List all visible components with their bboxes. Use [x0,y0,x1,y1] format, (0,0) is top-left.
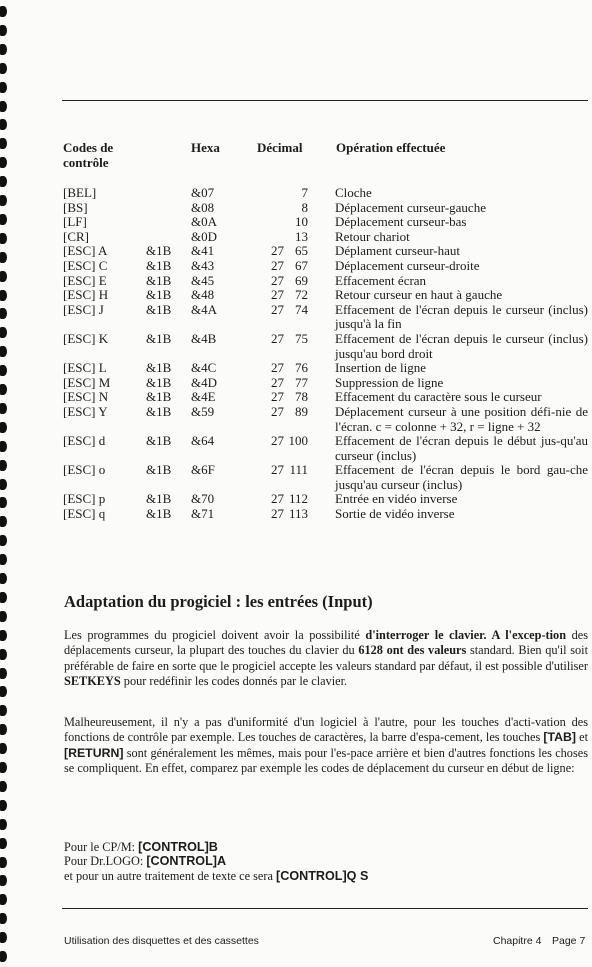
hexa-cell: &41 [191,243,215,259]
binding-hole [0,894,7,905]
hexa-cell: &4C [191,360,217,376]
table-row [63,434,588,463]
table-row [63,405,588,434]
binding-hole [0,422,7,433]
code-line-logo [64,854,368,868]
binding-hole [0,573,7,584]
code-cell: [CR] [63,228,89,244]
code-cell: [ESC] N [63,389,109,405]
code-cell: [ESC] L [63,360,107,376]
table-row [63,376,588,391]
hexa-cell: &48 [191,287,215,303]
binding-hole [0,271,7,282]
decimal-cell: 8 [301,199,308,215]
operation-cell: Suppression de ligne [335,374,444,390]
binding-hole [0,138,7,149]
esc-cell: &1B [146,462,172,478]
decimal-esc-cell: 27 [271,360,284,376]
binding-hole [0,25,7,36]
binding-hole [0,724,7,735]
decimal-esc-cell: 27 [271,243,284,259]
table-row [63,274,588,289]
decimal-cell: 13 [295,228,308,244]
binding-hole [0,119,7,130]
hexa-cell: &4B [191,330,217,346]
code-cell: [BS] [63,199,88,215]
decimal-esc-cell: 27 [271,389,284,405]
binding-hole [0,252,7,263]
decimal-esc-cell: 27 [271,491,284,507]
cursor-codes-list [64,840,368,883]
binding-hole [0,762,7,773]
binding-hole [0,686,7,697]
table-row [63,361,588,376]
binding-hole [0,649,7,660]
binding-hole [0,592,7,603]
binding-hole [0,668,7,679]
binding-hole [0,913,7,924]
decimal-esc-cell: 27 [271,287,284,303]
operation-cell: Entrée en vidéo inverse [335,491,458,507]
operation-cell: Cloche [335,185,372,200]
decimal-cell: 65 [295,243,308,259]
col-header-decimal: Décimal [257,140,303,155]
table-row [63,215,588,230]
code-cell: [ESC] d [63,433,106,449]
bottom-rule [62,908,588,909]
operation-cell: Effacement de l'écran depuis le début jus-qu'au curseur (inclus) [335,433,588,463]
operation-cell: Effacement du caractère sous le curseur [335,389,542,405]
code-line-cpm [64,840,368,854]
binding-hole [0,705,7,716]
binding-hole [0,554,7,565]
hexa-cell: &4A [191,301,217,317]
table-row [63,507,588,522]
binding-hole [0,157,7,168]
hexa-cell: &59 [191,403,215,419]
decimal-cell: 78 [295,389,308,405]
decimal-cell: 113 [288,506,308,522]
hexa-cell: &43 [191,257,215,273]
code-cell: [ESC] J [63,301,104,317]
binding-hole [0,630,7,641]
table-row [63,492,588,507]
decimal-esc-cell: 27 [271,330,284,346]
table-row [63,244,588,259]
binding-hole [0,479,7,490]
paragraph-uniformite [64,715,588,776]
decimal-cell: 89 [295,403,308,419]
binding-hole [0,441,7,452]
decimal-esc-cell: 27 [271,506,284,522]
table-row [63,332,588,361]
decimal-esc-cell: 27 [271,257,284,273]
code-cell: [BEL] [63,185,97,200]
esc-cell: &1B [146,272,172,288]
binding-hole [0,101,7,112]
esc-cell: &1B [146,506,172,522]
esc-cell: &1B [146,491,172,507]
binding-holes [0,0,14,967]
binding-hole [0,838,7,849]
binding-hole [0,875,7,886]
code-cell: [LF] [63,214,87,230]
p1-bold-setkeys: SETKEYS [64,673,121,688]
binding-hole [0,932,7,943]
decimal-esc-cell: 27 [271,301,284,317]
hexa-cell: &70 [191,491,215,507]
operation-cell: Retour curseur en haut à gauche [335,287,503,303]
binding-hole [0,497,7,508]
code-cell: [ESC] M [63,374,111,390]
hexa-cell: &4D [191,374,217,390]
code-cell: [ESC] Y [63,403,108,419]
operation-cell: Déplament curseur-haut [335,243,460,259]
footer-chapter: Chapitre 4 [493,935,542,947]
binding-hole [0,82,7,93]
footer-title: Utilisation des disquettes et des cassettes [64,935,259,947]
esc-cell: &1B [146,301,172,317]
p1-text-c: des déplacements curseur, la plupart des touches du clavier du [64,628,589,658]
operation-cell: Effacement de l'écran depuis le curseur (inclus) jusqu'à la fin [335,301,588,332]
code-cell: [ESC] H [63,287,109,303]
code-cell: [ESC] o [63,462,106,478]
decimal-esc-cell: 27 [271,433,284,449]
esc-cell: &1B [146,330,172,346]
decimal-cell: 76 [295,360,308,376]
binding-hole [0,346,7,357]
decimal-cell: 74 [295,301,308,317]
binding-hole [0,327,7,338]
code-cell: [ESC] E [63,272,107,288]
table-row [63,259,588,274]
binding-hole [0,800,7,811]
operation-cell: Effacement de l'écran depuis le bord gau-che jusqu'au curseur (inclus) [335,462,588,492]
binding-hole [0,857,7,868]
code-cell: [ESC] K [63,330,109,346]
code-key-logo: [CONTROL]A [146,854,227,869]
binding-hole [0,176,7,187]
binding-hole [0,195,7,206]
code-prefix-logo: Pour Dr.LOGO: [64,854,147,869]
hexa-cell: &0A [191,214,217,230]
binding-hole [0,819,7,830]
operation-cell: Effacement de l'écran depuis le curseur (inclus) jusqu'au bord droit [335,330,588,361]
table-row [63,390,588,405]
binding-hole [0,6,7,17]
esc-cell: &1B [146,243,172,259]
binding-hole [0,535,7,546]
hexa-cell: &4E [191,389,216,405]
binding-hole [0,308,7,319]
operation-cell: Déplacement curseur-gauche [335,199,486,215]
operation-cell: Déplacement curseur à une position défi-nie de l'écran. c = colonne + 32, r = ligne + 32 [335,403,588,434]
binding-hole [0,233,7,244]
control-codes-table [63,186,588,522]
esc-cell: &1B [146,374,172,390]
binding-hole [0,44,7,55]
esc-cell: &1B [146,389,172,405]
binding-hole [0,460,7,471]
binding-hole [0,951,7,962]
code-cell: [ESC] q [63,506,106,522]
binding-hole [0,781,7,792]
p1-text-e: standard. Bien qu'il soit préférable de faire en sorte que le progiciel accepte les valeurs standard par défaut, il est possible d'utiliser [64,643,588,673]
decimal-cell: 69 [295,272,308,288]
decimal-cell: 7 [301,185,308,200]
p1-bold-b: d'interroger le clavier. A l'excep-tion [365,628,567,642]
code-prefix-texte: et pour un autre traitement de texte ce sera [64,868,277,883]
decimal-cell: 10 [295,214,308,230]
paragraph-interroger-clavier [64,628,588,689]
col-header-hexa: Hexa [191,140,220,155]
esc-cell: &1B [146,403,172,419]
key-tab: [TAB] [543,730,576,745]
decimal-esc-cell: 27 [271,374,284,390]
esc-cell: &1B [146,287,172,303]
binding-hole [0,384,7,395]
binding-hole [0,290,7,301]
col-header-operation: Opération effectuée [336,140,446,155]
code-cell: [ESC] A [63,243,108,259]
hexa-cell: &71 [191,506,215,522]
table-row [63,463,588,492]
decimal-cell: 77 [295,374,308,390]
decimal-cell: 111 [289,462,308,478]
binding-hole [0,365,7,376]
hexa-cell: &45 [191,272,215,288]
p1-text-a: Les programmes du progiciel doivent avoir la possibilité [64,628,366,642]
binding-hole [0,214,7,225]
decimal-cell: 112 [288,491,308,507]
decimal-esc-cell: 27 [271,462,284,478]
hexa-cell: &64 [191,433,215,449]
hexa-cell: &08 [191,199,215,215]
hexa-cell: &0D [191,228,217,244]
code-cell: [ESC] C [63,257,108,273]
key-return: [RETURN] [64,745,124,760]
decimal-cell: 67 [295,257,308,273]
binding-hole [0,611,7,622]
operation-cell: Déplacement curseur-bas [335,214,467,230]
col-header-codes: Codes de contrôle [63,140,114,170]
decimal-esc-cell: 27 [271,272,284,288]
decimal-cell: 100 [288,433,308,449]
binding-hole [0,516,7,527]
code-key-texte: [CONTROL]Q S [276,868,369,883]
table-row [63,230,588,245]
hexa-cell: &07 [191,185,215,200]
binding-hole [0,403,7,414]
binding-hole [0,63,7,74]
footer-page: Page 7 [552,935,586,947]
esc-cell: &1B [146,360,172,376]
p1-text-g: pour redéfinir les codes donnés par le clavier. [120,673,348,688]
operation-cell: Sortie de vidéo inverse [335,506,455,522]
binding-hole [0,743,7,754]
decimal-cell: 72 [295,287,308,303]
decimal-esc-cell: 27 [271,403,284,419]
p2-text-b: et [575,730,588,745]
code-line-texte [64,869,368,883]
operation-cell: Insertion de ligne [335,360,426,376]
esc-cell: &1B [146,433,172,449]
section-title: Adaptation du progiciel : les entrées (Input) [64,592,373,611]
operation-cell: Déplacement curseur-droite [335,257,480,273]
table-row [63,288,588,303]
code-prefix-cpm: Pour le CP/M: [64,840,139,854]
operation-cell: Retour chariot [335,228,410,244]
code-key-cpm: [CONTROL]B [138,840,218,854]
table-row [63,186,588,201]
p2-text-c: sont généralement les mêmes, mais pour l'es-pace arrière et bien d'autres fonctions les choses se compliquent. En effet, comparez par exemple les codes de déplacement du curseur en début de ligne: [64,745,588,775]
esc-cell: &1B [146,257,172,273]
code-cell: [ESC] p [63,491,106,507]
hexa-cell: &6F [191,462,215,478]
table-row [63,201,588,216]
decimal-cell: 75 [295,330,308,346]
table-row [63,303,588,332]
p2-text-a: Malheureusement, il n'y a pas d'uniformité d'un logiciel à l'autre, pour les touches d'acti-vation des fonctions de contrôle par exemple. Les touches de caractères, la barre d'espa-cement, les touches [64,715,588,745]
p1-bold-d: 6128 ont des valeurs [358,643,467,658]
operation-cell: Effacement écran [335,272,427,288]
top-rule [62,100,588,101]
